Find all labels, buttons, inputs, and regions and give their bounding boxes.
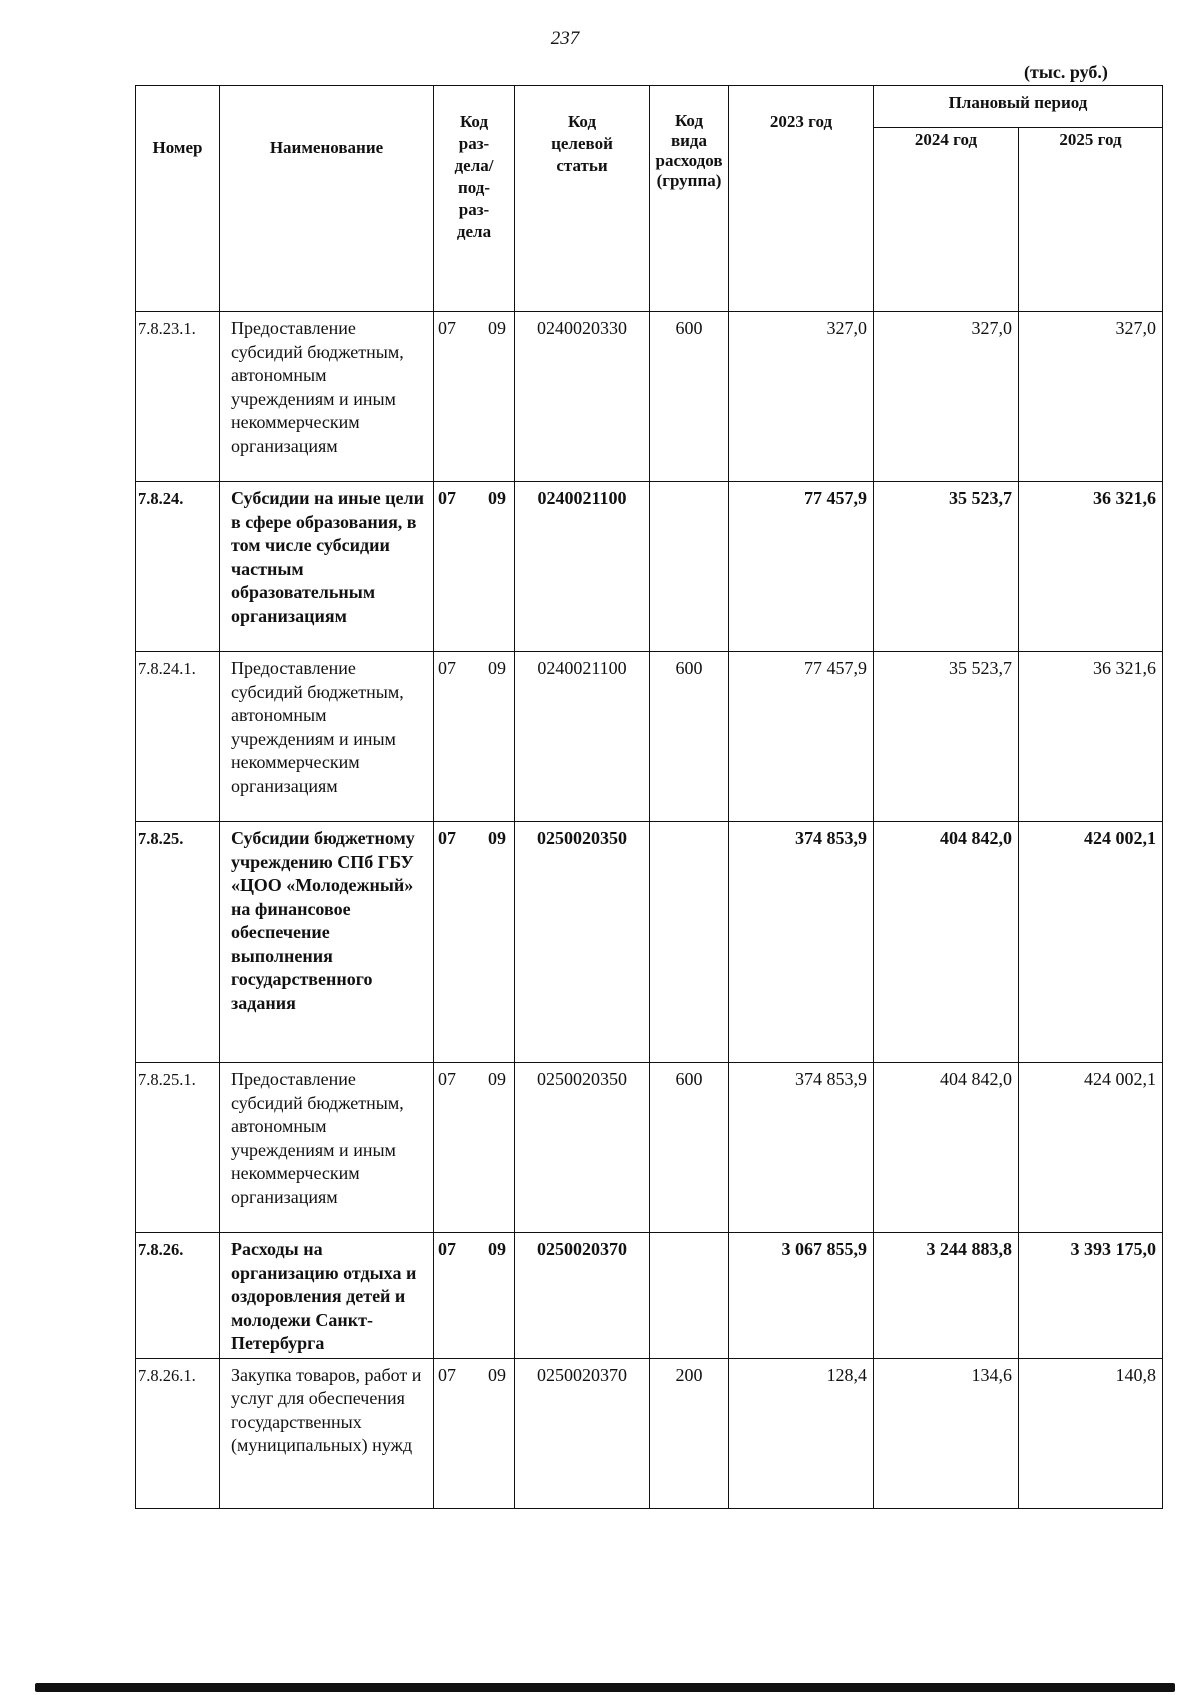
section: 07 — [438, 1364, 456, 1385]
row-target-code: 0250020350 — [515, 1063, 650, 1233]
row-expense-type: 200 — [650, 1358, 729, 1508]
header-planned-period: Плановый период — [874, 86, 1163, 128]
row-expense-type: 600 — [650, 312, 729, 482]
row-amount-2025: 424 002,1 — [1019, 1063, 1163, 1233]
row-number: 7.8.26. — [136, 1233, 220, 1359]
row-amount-2023: 128,4 — [729, 1358, 874, 1508]
row-amount-2024: 134,6 — [874, 1358, 1019, 1508]
row-amount-2024: 3 244 883,8 — [874, 1233, 1019, 1359]
row-section-code — [434, 1233, 515, 1359]
table-row — [136, 482, 1163, 652]
table-row — [136, 1063, 1163, 1233]
table-body — [136, 312, 1163, 1509]
row-number: 7.8.25. — [136, 822, 220, 1063]
row-amount-2024: 35 523,7 — [874, 652, 1019, 822]
section: 07 — [438, 488, 456, 508]
row-amount-2023: 77 457,9 — [729, 482, 874, 652]
header-year-2025: 2025 год — [1019, 128, 1163, 312]
subsection: 09 — [488, 828, 506, 848]
row-target-code: 0240020330 — [515, 312, 650, 482]
table-row — [136, 1233, 1163, 1359]
subsection: 09 — [488, 1069, 506, 1089]
table-header — [136, 86, 1163, 312]
row-number: 7.8.24. — [136, 482, 220, 652]
header-name: Наименование — [220, 86, 434, 312]
row-name: Предоставление субсидий бюджетным, автономным учреждениям и иным некоммерческим организациям — [220, 1063, 434, 1233]
page-number: 237 — [550, 28, 580, 49]
row-amount-2025: 424 002,1 — [1019, 822, 1163, 1063]
subsection: 09 — [488, 488, 506, 508]
budget-table — [135, 85, 1163, 1509]
section: 07 — [438, 318, 456, 338]
row-expense-type — [650, 822, 729, 1063]
row-amount-2025: 327,0 — [1019, 312, 1163, 482]
row-name: Субсидии на иные цели в сфере образования, в том числе субсидии частным образовательным организациям — [220, 482, 434, 652]
row-amount-2024: 404 842,0 — [874, 1063, 1019, 1233]
row-section-code — [434, 482, 515, 652]
row-amount-2024: 327,0 — [874, 312, 1019, 482]
units-label: (тыс. руб.) — [1024, 62, 1108, 82]
subsection: 09 — [488, 1239, 506, 1259]
row-section-code — [434, 1358, 515, 1508]
row-name: Субсидии бюджетному учреждению СПб ГБУ «ЦОО «Молодежный» на финансовое обеспечение выполнения государственного задания — [220, 822, 434, 1063]
header-number: Номер — [136, 86, 220, 312]
row-name: Закупка товаров, работ и услуг для обеспечения государственных (муниципальных) нужд — [220, 1358, 434, 1508]
row-expense-type: 600 — [650, 1063, 729, 1233]
section: 07 — [438, 658, 456, 678]
table-row — [136, 1358, 1163, 1508]
subsection: 09 — [488, 1364, 506, 1385]
row-number: 7.8.23.1. — [136, 312, 220, 482]
row-amount-2024: 35 523,7 — [874, 482, 1019, 652]
row-amount-2023: 374 853,9 — [729, 822, 874, 1063]
table-row — [136, 652, 1163, 822]
bottom-scan-bar — [35, 1683, 1175, 1692]
row-target-code: 0240021100 — [515, 652, 650, 822]
table-row — [136, 822, 1163, 1063]
section: 07 — [438, 1069, 456, 1089]
row-amount-2025: 140,8 — [1019, 1358, 1163, 1508]
row-target-code: 0250020370 — [515, 1358, 650, 1508]
row-amount-2025: 36 321,6 — [1019, 652, 1163, 822]
row-target-code: 0250020370 — [515, 1233, 650, 1359]
section: 07 — [438, 828, 456, 848]
row-name: Расходы на организацию отдыха и оздоровления детей и молодежи Санкт-Петербурга — [220, 1233, 434, 1359]
row-amount-2023: 3 067 855,9 — [729, 1233, 874, 1359]
section: 07 — [438, 1239, 456, 1259]
row-section-code — [434, 1063, 515, 1233]
row-amount-2023: 327,0 — [729, 312, 874, 482]
row-expense-type — [650, 482, 729, 652]
row-target-code: 0250020350 — [515, 822, 650, 1063]
row-name: Предоставление субсидий бюджетным, автономным учреждениям и иным некоммерческим организациям — [220, 652, 434, 822]
row-amount-2024: 404 842,0 — [874, 822, 1019, 1063]
header-expense-type: Код вида расходов (группа) — [650, 86, 729, 312]
row-amount-2025: 36 321,6 — [1019, 482, 1163, 652]
header-year-2023: 2023 год — [729, 86, 874, 312]
row-amount-2023: 374 853,9 — [729, 1063, 874, 1233]
table-row — [136, 312, 1163, 482]
row-expense-type: 600 — [650, 652, 729, 822]
row-section-code — [434, 312, 515, 482]
row-target-code: 0240021100 — [515, 482, 650, 652]
header-target-code: Код целевой статьи — [515, 86, 650, 312]
header-year-2024: 2024 год — [874, 128, 1019, 312]
subsection: 09 — [488, 658, 506, 678]
row-expense-type — [650, 1233, 729, 1359]
row-amount-2023: 77 457,9 — [729, 652, 874, 822]
subsection: 09 — [488, 318, 506, 338]
row-section-code — [434, 822, 515, 1063]
row-section-code — [434, 652, 515, 822]
row-amount-2025: 3 393 175,0 — [1019, 1233, 1163, 1359]
row-number: 7.8.25.1. — [136, 1063, 220, 1233]
row-name: Предоставление субсидий бюджетным, автономным учреждениям и иным некоммерческим организациям — [220, 312, 434, 482]
header-section-code: Код раз- дела/ под- раз- дела — [434, 86, 515, 312]
row-number: 7.8.24.1. — [136, 652, 220, 822]
row-number: 7.8.26.1. — [136, 1358, 220, 1508]
